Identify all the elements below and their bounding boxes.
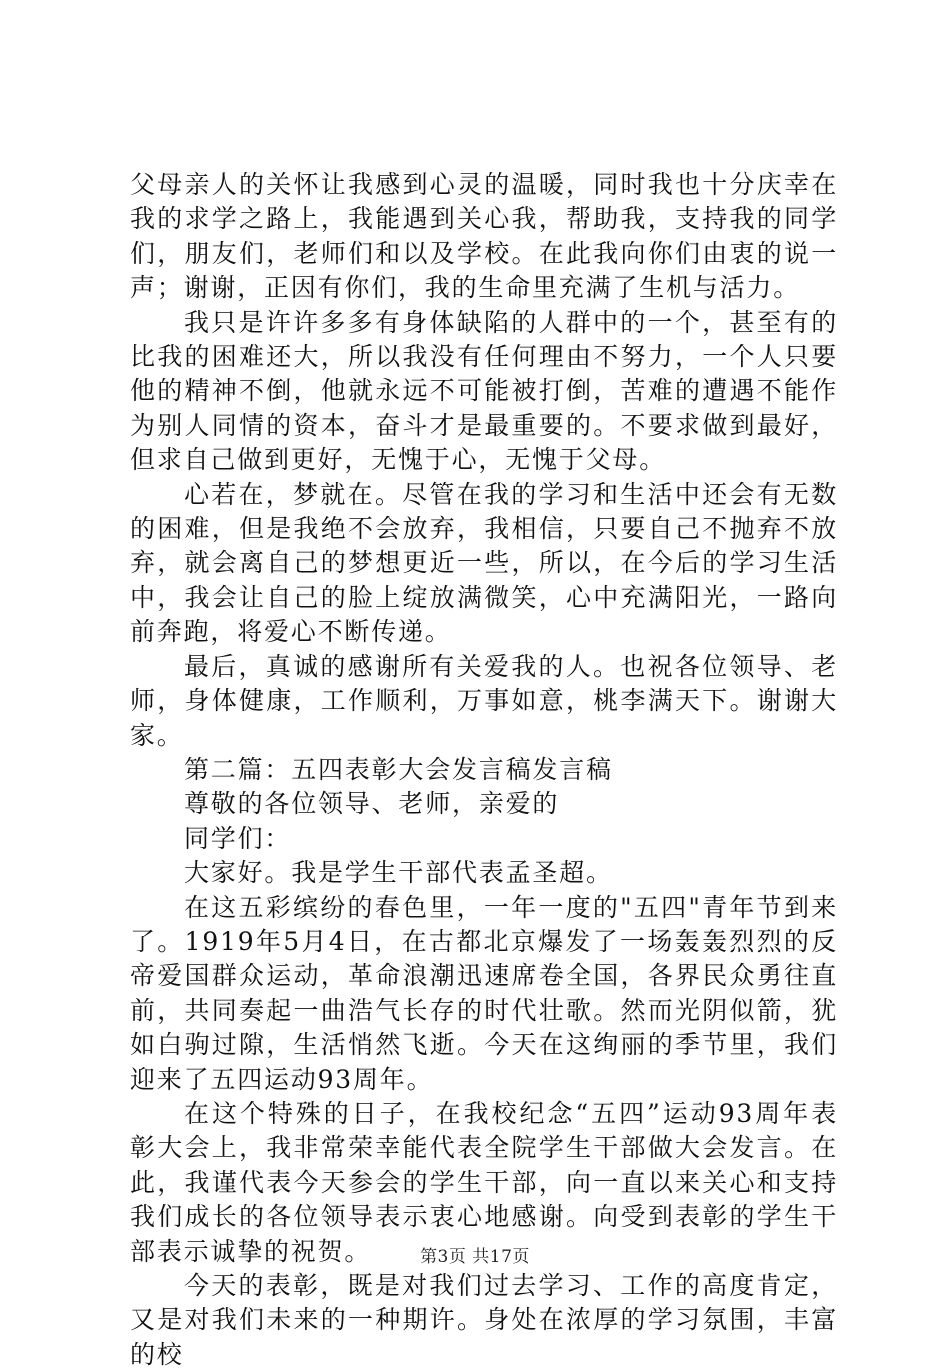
paragraph-continuation: 父母亲人的关怀让我感到心灵的温暖，同时我也十分庆幸在我的求学之路上，我能遇到关心我，帮助我，支持我的同学们，朋友们，老师们和以及学校。在此我向你们由衷的说一声；谢谢，正因有你们，我的生命里充满了生机与活力。 — [130, 170, 838, 303]
salutation-line: 尊敬的各位领导、老师，亲爱的 — [184, 789, 560, 819]
paragraph: 最后，真诚的感谢所有关爱我的人。也祝各位领导、老师，身体健康，工作顺利，万事如意，桃李满天下。谢谢大家。 — [130, 651, 838, 750]
page-number-footer: 第3页 共17页 — [420, 1247, 530, 1267]
paragraph: 我只是许许多多有身体缺陷的人群中的一个，甚至有的比我的困难还大，所以我没有任何理由不努力，一个人只要他的精神不倒，他就永远不可能被打倒，苦难的遭遇不能作为别人同情的资本，奋斗才是最重要的。不要求做到最好，但求自己做到更好，无愧于心，无愧于父母。 — [130, 307, 838, 475]
section-heading: 第二篇：五四表彰大会发言稿发言稿 — [184, 754, 613, 784]
paragraph: 在这个特殊的日子，在我校纪念“五四”运动93周年表彰大会上，我非常荣幸能代表全院学生干部做大会发言。在此，我谨代表今天参会的学生干部，向一直以来关心和支持我们成长的各位领导表示衷心地感谢。向受到表彰的学生干部表示诚挚的祝贺。 — [130, 1098, 838, 1266]
greeting-line: 大家好。我是学生干部代表孟圣超。 — [184, 858, 613, 888]
document-body — [130, 168, 838, 1372]
paragraph: 今天的表彰，既是对我们过去学习、工作的高度肯定，又是对我们未来的一种期许。身处在浓厚的学习氛围，丰富的校 — [130, 1271, 838, 1369]
salutation-line: 同学们： — [184, 823, 292, 853]
paragraph: 心若在，梦就在。尽管在我的学习和生活中还会有无数的困难，但是我绝不会放弃，我相信，只要自己不抛弃不放弃，就会离自己的梦想更近一些，所以，在今后的学习生活中，我会让自己的脸上绽放满微笑，心中充满阳光，一路向前奔跑，将爱心不断传递。 — [130, 479, 838, 647]
paragraph: 在这五彩缤纷的春色里，一年一度的"五四"青年节到来了。1919年5月4日，在古都北京爆发了一场轰轰烈烈的反帝爱国群众运动，革命浪潮迅速席卷全国，各界民众勇往直前，共同奏起一曲浩气长存的时代壮歌。然而光阴似箭，犹如白驹过隙，生活悄然飞逝。今天在这绚丽的季节里，我们迎来了五四运动93周年。 — [130, 892, 838, 1094]
